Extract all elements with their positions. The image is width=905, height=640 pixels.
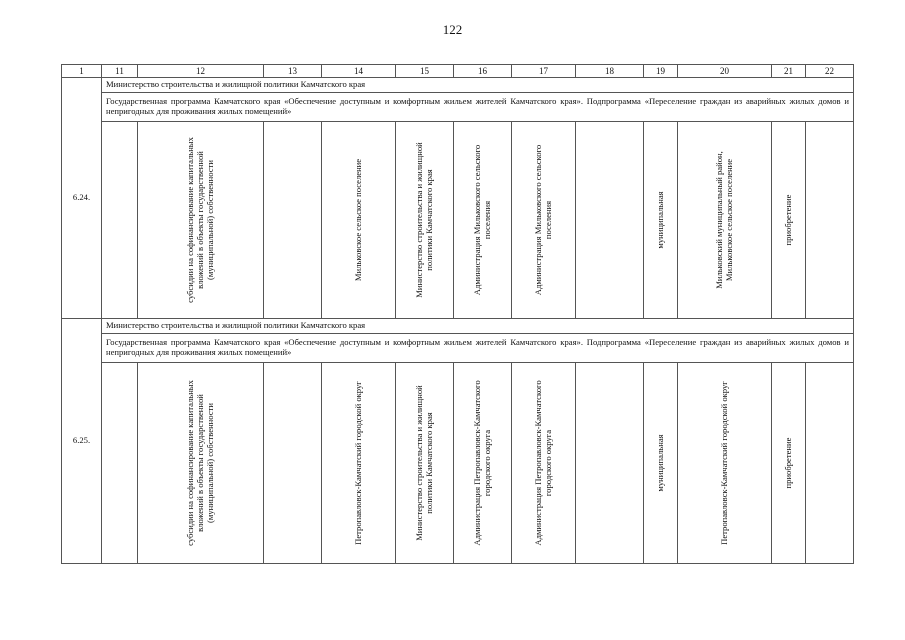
ministry-cell: Министерство строительства и жилищной политики Камчатского края: [102, 78, 854, 93]
cell-c14: [322, 122, 396, 319]
cell-text: Мильковское сельское поселение: [352, 158, 363, 282]
cell-text: Администрация Мильковского сельского поселения: [532, 144, 553, 296]
cell-c14: [322, 363, 396, 564]
table-row: [62, 93, 854, 122]
column-header: 11: [102, 65, 138, 78]
cell-c20: [678, 122, 772, 319]
row-number: 6.24.: [62, 78, 102, 319]
column-header: 1: [62, 65, 102, 78]
cell-c18: [576, 122, 644, 319]
ministry-cell: Министерство строительства и жилищной политики Камчатского края: [102, 319, 854, 334]
column-header: 12: [138, 65, 264, 78]
cell-text: Петропавловск-Камчатский городской округ: [352, 381, 363, 545]
cell-c12: [138, 363, 264, 564]
column-header: 21: [772, 65, 806, 78]
column-header: 19: [644, 65, 678, 78]
program-cell: Государственная программа Камчатского края «Обеспечение доступным и комфортным жильем жителей Камчатского края». Подпрограмма «Переселение граждан из аварийных жилых домов и непригодных для проживания жилых помещений»: [102, 334, 854, 363]
cell-text: субсидии на софинансирование капитальных вложений в объекты государственной (муниципальной) собственности: [184, 380, 215, 546]
cell-c13: [264, 122, 322, 319]
cell-c22: [806, 363, 854, 564]
cell-c11: [102, 122, 138, 319]
row-number: 6.25.: [62, 319, 102, 564]
table-header-row: [62, 65, 854, 78]
cell-text: приобретение: [782, 437, 793, 489]
cell-text: Министерство строительства и жилищной политики Камчатского края: [413, 142, 434, 298]
cell-c12: [138, 122, 264, 319]
cell-text: Администрация Петропавловск-Камчатского городского округа: [471, 380, 492, 546]
column-header: 16: [454, 65, 512, 78]
cell-c17: [512, 122, 576, 319]
column-header: 14: [322, 65, 396, 78]
page-number: 122: [442, 22, 463, 37]
cell-c21: [772, 122, 806, 319]
cell-c18: [576, 363, 644, 564]
cell-text: муниципальная: [654, 434, 665, 492]
cell-c19: [644, 363, 678, 564]
column-header: 22: [806, 65, 854, 78]
column-header: 18: [576, 65, 644, 78]
table-row: [62, 122, 854, 319]
cell-c20: [678, 363, 772, 564]
cell-c13: [264, 363, 322, 564]
table-row: [62, 78, 854, 93]
table-row: [62, 363, 854, 564]
column-header: 15: [396, 65, 454, 78]
table-row: [62, 319, 854, 334]
cell-c16: [454, 363, 512, 564]
cell-c16: [454, 122, 512, 319]
cell-text: Петропавловск-Камчатский городской округ: [718, 381, 729, 545]
cell-c15: [396, 122, 454, 319]
cell-text: приобретение: [782, 194, 793, 246]
column-header: 13: [264, 65, 322, 78]
cell-text: Министерство строительства и жилищной политики Камчатского края: [413, 385, 434, 541]
cell-c17: [512, 363, 576, 564]
cell-text: муниципальная: [654, 191, 665, 249]
cell-c19: [644, 122, 678, 319]
cell-text: Мильковский муниципальный район, Мильковское сельское поселение: [713, 151, 734, 289]
column-header: 17: [512, 65, 576, 78]
table-row: [62, 334, 854, 363]
cell-text: субсидии на софинансирование капитальных вложений в объекты государственной (муниципальной) собственности: [184, 137, 215, 303]
cell-c22: [806, 122, 854, 319]
cell-c21: [772, 363, 806, 564]
cell-text: Администрация Петропавловск-Камчатского городского округа: [532, 380, 553, 546]
document-table: [61, 64, 854, 564]
program-cell: Государственная программа Камчатского края «Обеспечение доступным и комфортным жильем жителей Камчатского края». Подпрограмма «Переселение граждан из аварийных жилых домов и непригодных для проживания жилых помещений»: [102, 93, 854, 122]
column-header: 20: [678, 65, 772, 78]
cell-c15: [396, 363, 454, 564]
cell-text: Администрация Мильковского сельского поселения: [471, 144, 492, 296]
cell-c11: [102, 363, 138, 564]
